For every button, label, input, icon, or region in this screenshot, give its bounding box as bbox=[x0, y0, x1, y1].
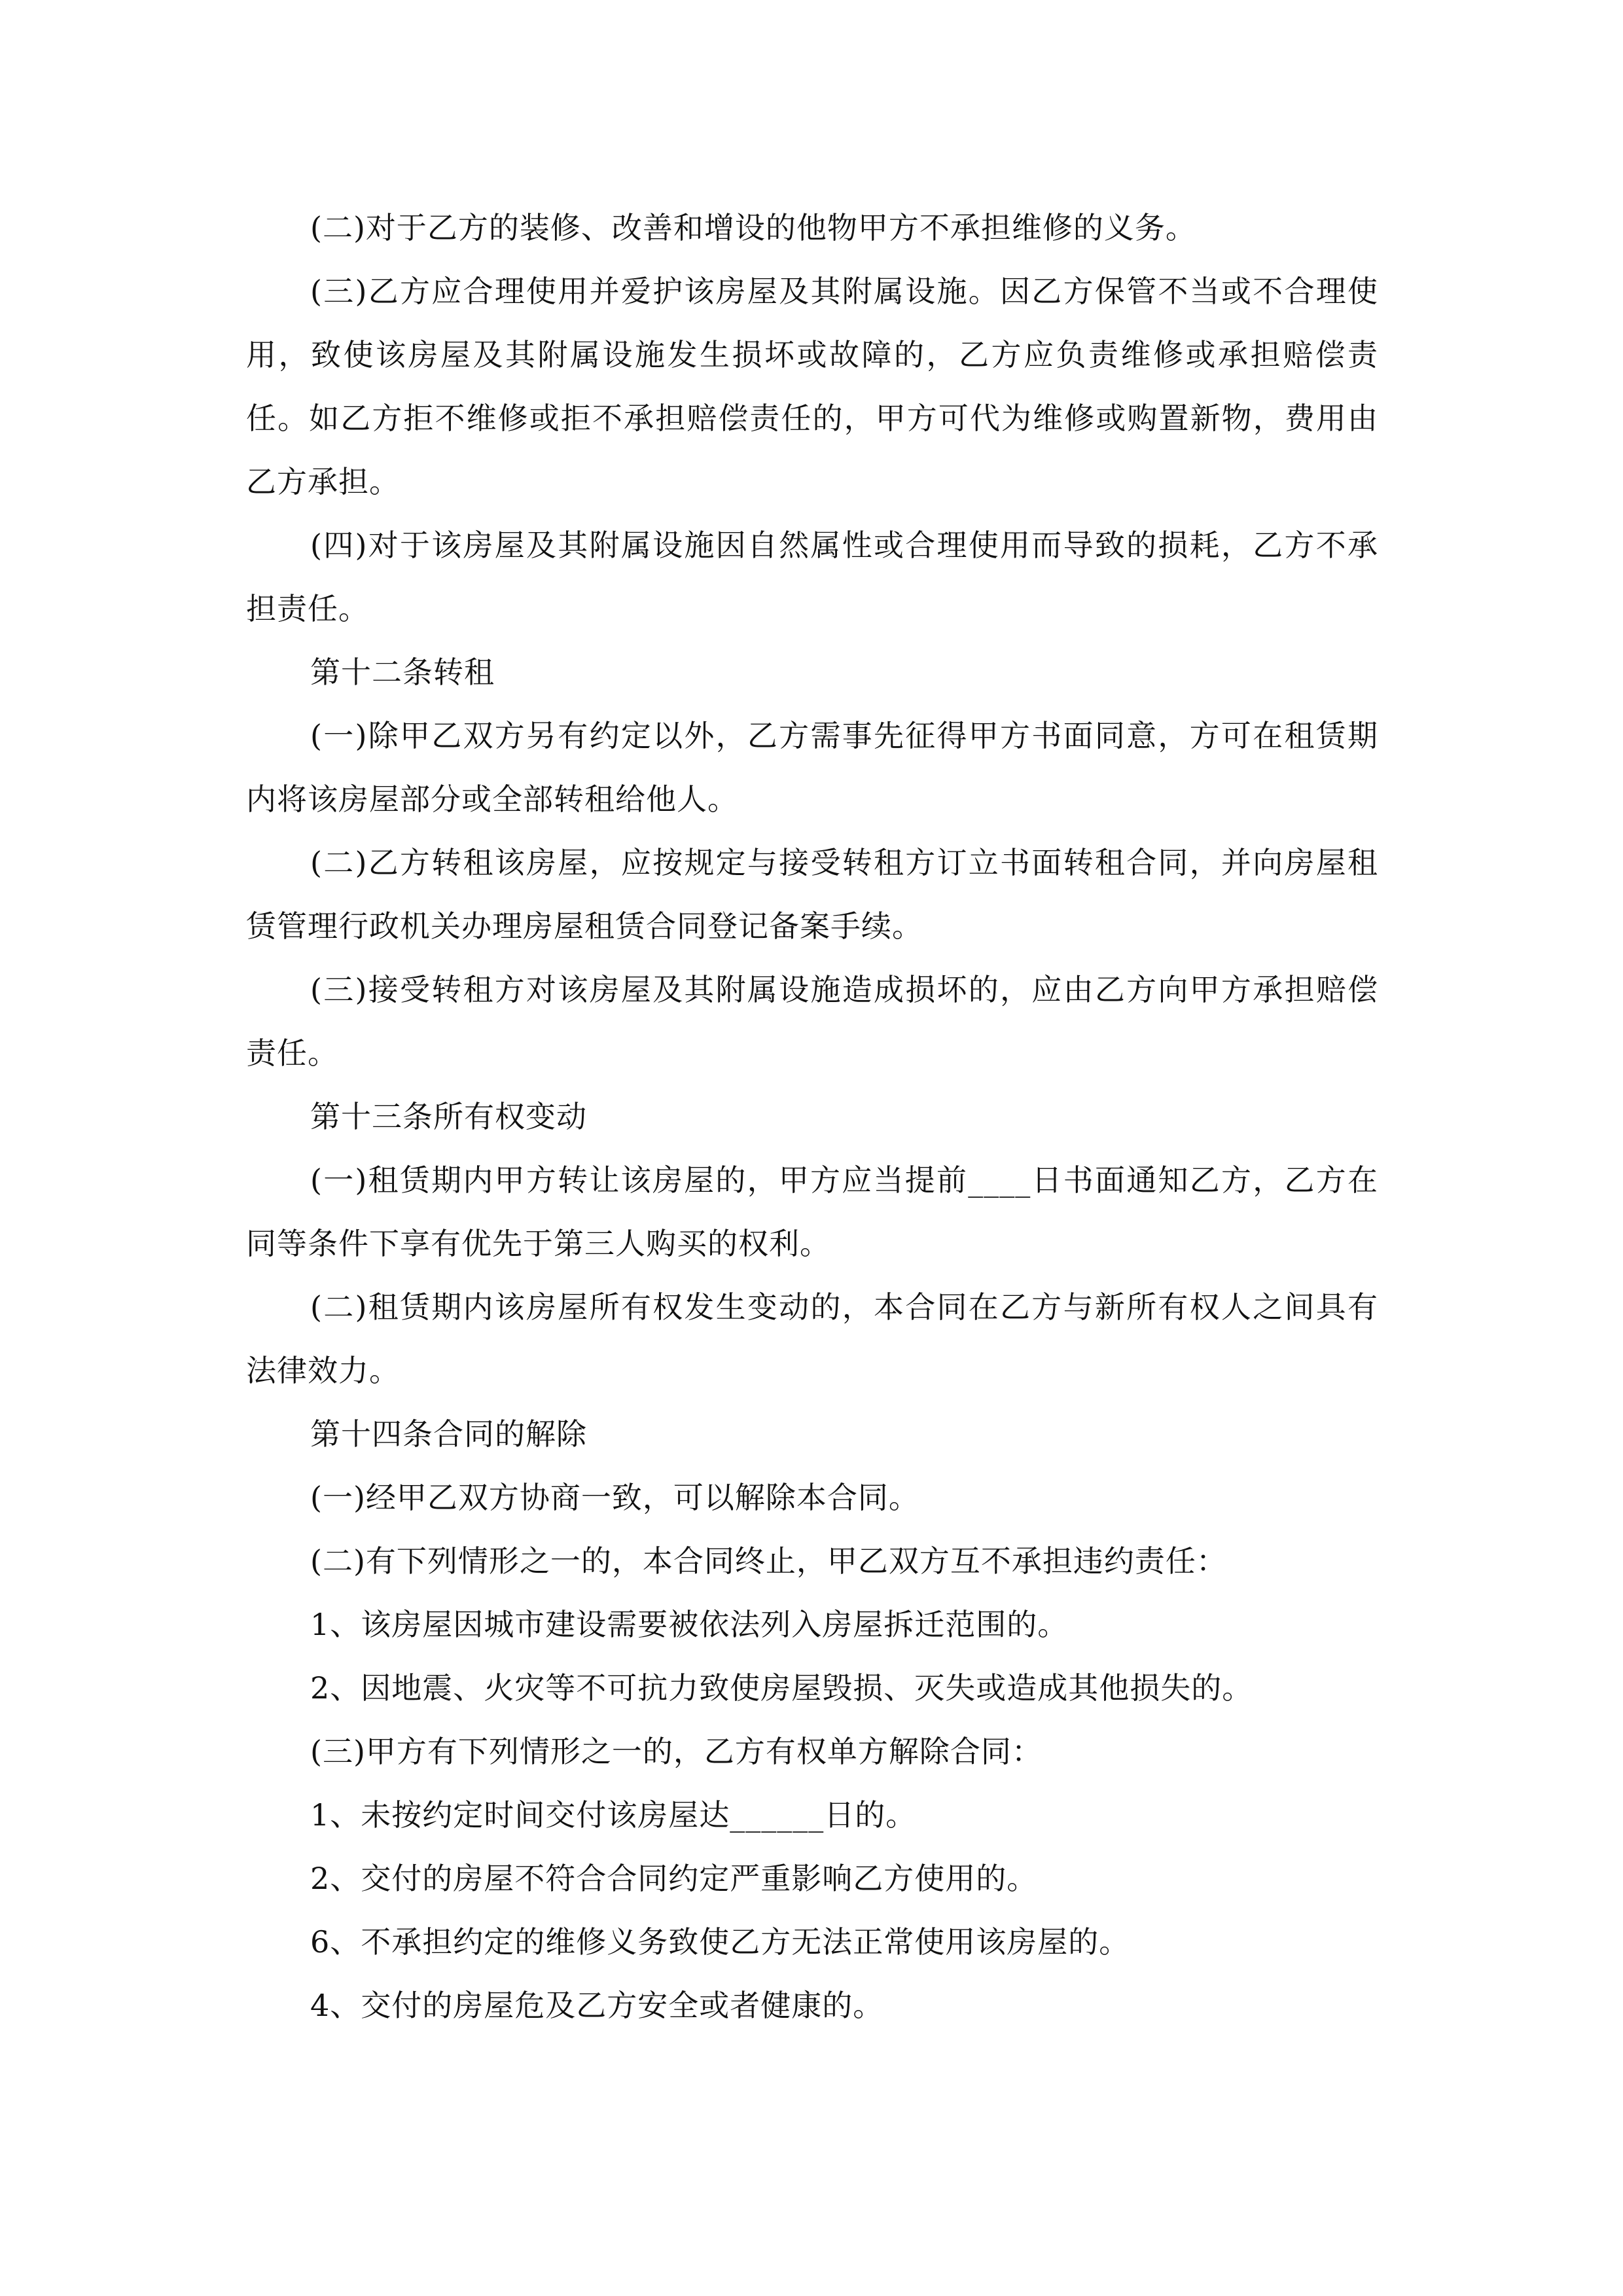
list-item-safety-hazard: 4、交付的房屋危及乙方安全或者健康的。 bbox=[310, 1988, 884, 2023]
paragraph-sublet-damage: (三)接受转租方对该房屋及其附属设施造成损坏的，应由乙方向甲方承担赔偿责任。 bbox=[246, 972, 1378, 1071]
paragraph-tenant-termination-right: (三)甲方有下列情形之一的，乙方有权单方解除合同： bbox=[310, 1734, 1043, 1769]
paragraph-decoration-maintenance: (二)对于乙方的装修、改善和增设的他物甲方不承担维修的义务。 bbox=[310, 210, 1196, 245]
paragraph-proper-use: (三)乙方应合理使用并爱护该房屋及其附属设施。因乙方保管不当或不合理使用，致使该房屋及其附属设施发生损坏或故障的，乙方应负责维修或承担赔偿责任。如乙方拒不维修或拒不承担赔偿责任的，甲方可代为维修或购置新物，费用由乙方承担。 bbox=[246, 274, 1378, 499]
list-item-late-delivery: 1、未按约定时间交付该房屋达______日的。 bbox=[310, 1797, 917, 1833]
document-body bbox=[246, 196, 1378, 2037]
paragraph-sublet-contract: (二)乙方转租该房屋，应按规定与接受转租方订立书面转租合同，并向房屋租赁管理行政机关办理房屋租赁合同登记备案手续。 bbox=[246, 845, 1378, 944]
list-item-nonconforming-house: 2、交付的房屋不符合合同约定严重影响乙方使用的。 bbox=[310, 1861, 1038, 1896]
paragraph-mutual-termination: (一)经甲乙双方协商一致，可以解除本合同。 bbox=[310, 1480, 919, 1515]
paragraph-termination-conditions: (二)有下列情形之一的，本合同终止，甲乙双方互不承担违约责任： bbox=[310, 1543, 1227, 1579]
list-item-demolition: 1、该房屋因城市建设需要被依法列入房屋拆迁范围的。 bbox=[310, 1607, 1069, 1642]
paragraph-sublet-consent: (一)除甲乙双方另有约定以外，乙方需事先征得甲方书面同意，方可在租赁期内将该房屋部分或全部转租给他人。 bbox=[246, 718, 1378, 817]
paragraph-transfer-notice: (一)租赁期内甲方转让该房屋的，甲方应当提前____日书面通知乙方，乙方在同等条件下享有优先于第三人购买的权利。 bbox=[246, 1162, 1378, 1261]
heading-article-14: 第十四条合同的解除 bbox=[310, 1416, 587, 1452]
heading-article-13: 第十三条所有权变动 bbox=[310, 1099, 587, 1134]
heading-article-12: 第十二条转租 bbox=[310, 655, 495, 690]
list-item-maintenance-failure: 6、不承担约定的维修义务致使乙方无法正常使用该房屋的。 bbox=[310, 1924, 1130, 1960]
paragraph-natural-wear: (四)对于该房屋及其附属设施因自然属性或合理使用而导致的损耗，乙方不承担责任。 bbox=[246, 528, 1378, 626]
list-item-force-majeure: 2、因地震、火灾等不可抗力致使房屋毁损、灭失或造成其他损失的。 bbox=[310, 1670, 1253, 1706]
paragraph-ownership-change: (二)租赁期内该房屋所有权发生变动的，本合同在乙方与新所有权人之间具有法律效力。 bbox=[246, 1289, 1378, 1388]
